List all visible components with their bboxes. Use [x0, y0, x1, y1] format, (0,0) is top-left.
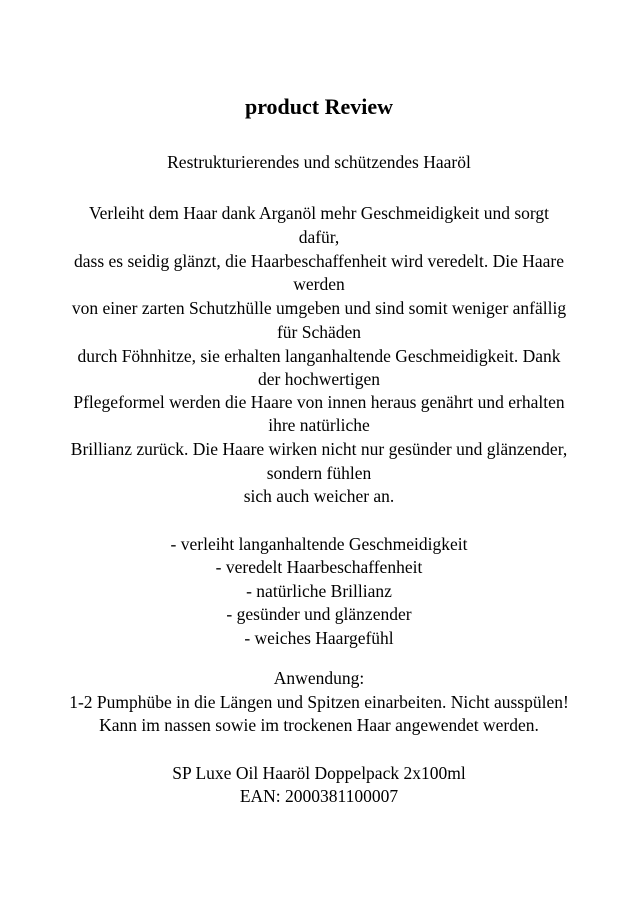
usage-line: Kann im nassen sowie im trockenen Haar angewendet werden.: [99, 715, 539, 735]
ean-code: EAN: 2000381100007: [239, 786, 399, 806]
description-line: Pflegeformel werden die Haare von innen heraus genährt und erhalten: [73, 392, 565, 412]
description-line: ihre natürliche: [268, 415, 370, 435]
description-line: dass es seidig glänzt, die Haarbeschaffenheit wird veredelt. Die Haare: [74, 251, 564, 271]
feature-item: - veredelt Haarbeschaffenheit: [215, 557, 423, 577]
description-line: sondern fühlen: [266, 463, 372, 483]
description-line: Verleiht dem Haar dank Arganöl mehr Geschmeidigkeit und sorgt: [88, 203, 550, 223]
description-line: Brillianz zurück. Die Haare wirken nicht nur gesünder und glänzender,: [70, 439, 568, 459]
usage-heading: Anwendung:: [273, 668, 365, 688]
page-title: product Review: [244, 94, 394, 119]
description-line: sich auch weicher an.: [243, 486, 395, 506]
feature-item: - weiches Haargefühl: [244, 628, 394, 648]
subtitle: Restrukturierendes und schützendes Haaröl: [167, 152, 471, 172]
description-line: werden: [293, 274, 345, 294]
description-line: dafür,: [298, 227, 340, 247]
feature-item: - verleiht langanhaltende Geschmeidigkeit: [170, 534, 468, 554]
description-line: für Schäden: [276, 322, 362, 342]
feature-item: - gesünder und glänzender: [226, 604, 412, 624]
description-line: von einer zarten Schutzhülle umgeben und sind somit weniger anfällig: [71, 298, 567, 318]
feature-item: - natürliche Brillianz: [246, 581, 392, 601]
description-line: der hochwertigen: [258, 369, 380, 389]
product-name: SP Luxe Oil Haaröl Doppelpack 2x100ml: [172, 763, 466, 783]
description-line: durch Föhnhitze, sie erhalten langanhaltende Geschmeidigkeit. Dank: [77, 346, 561, 366]
usage-line: 1-2 Pumphübe in die Längen und Spitzen einarbeiten. Nicht ausspülen!: [69, 692, 569, 712]
